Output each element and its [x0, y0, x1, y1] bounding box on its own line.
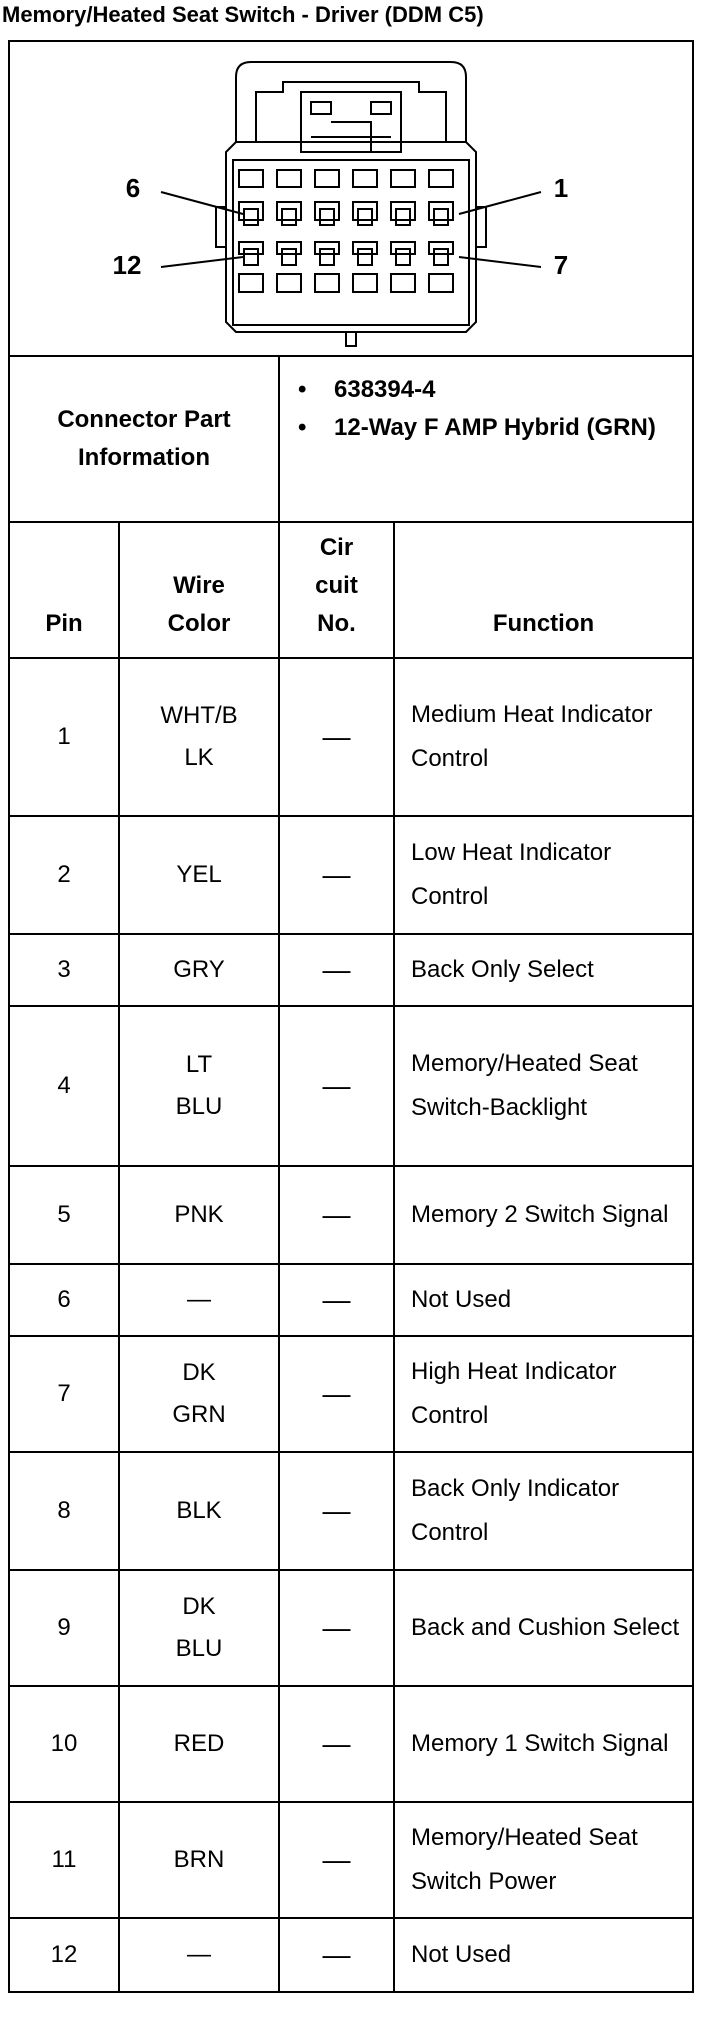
wire-color-cell: BLK — [119, 1452, 279, 1570]
pin-terminal — [434, 209, 448, 225]
table-row — [9, 1006, 693, 1166]
function-cell: Memory 1 Switch Signal — [394, 1686, 693, 1802]
pin-terminal — [396, 249, 410, 265]
circuit-cell: — — [279, 1336, 394, 1452]
table-row — [9, 1452, 693, 1570]
table-row — [9, 1570, 693, 1686]
circuit-cell: — — [279, 1264, 394, 1336]
pin-cell: 8 — [9, 1452, 119, 1570]
table-row — [9, 1336, 693, 1452]
pin-cell: 1 — [9, 658, 119, 816]
pin-cell: 11 — [9, 1802, 119, 1918]
pin-cavity — [353, 274, 377, 292]
function-cell: Medium Heat Indicator Control — [394, 658, 693, 816]
pin-cavity — [315, 274, 339, 292]
wire-color-cell: RED — [119, 1686, 279, 1802]
connector-face-diagram — [11, 42, 691, 348]
connector-part-info-label: Connector Part Information — [9, 356, 279, 522]
pin-cell: 4 — [9, 1006, 119, 1166]
pin-cavity — [239, 202, 263, 220]
function-cell: Memory 2 Switch Signal — [394, 1166, 693, 1264]
wire-color-cell: DK BLU — [119, 1570, 279, 1686]
table-row — [9, 1802, 693, 1918]
pin-cell: 3 — [9, 934, 119, 1006]
pin-terminal — [358, 249, 372, 265]
function-cell: Back Only Indicator Control — [394, 1452, 693, 1570]
header-circuit-no: Cir cuit No. — [279, 522, 394, 658]
function-cell: Not Used — [394, 1264, 693, 1336]
function-cell: Memory/Heated Seat Switch Power — [394, 1802, 693, 1918]
part-number: • 638394-4 — [294, 371, 692, 409]
header-wire-color: Wire Color — [119, 522, 279, 658]
wire-color-cell: — — [119, 1918, 279, 1992]
circuit-cell: — — [279, 1006, 394, 1166]
function-cell: Low Heat Indicator Control — [394, 816, 693, 934]
pin-callout-1: 1 — [553, 173, 569, 203]
wire-color-cell: PNK — [119, 1166, 279, 1264]
pin-terminal — [244, 209, 258, 225]
wire-color-cell: DK GRN — [119, 1336, 279, 1452]
pin-cell: 12 — [9, 1918, 119, 1992]
pin-cavity — [239, 170, 263, 187]
pin-terminal — [434, 249, 448, 265]
table-row — [9, 1166, 693, 1264]
connector-table — [8, 40, 694, 1993]
pin-cavity — [239, 274, 263, 292]
wire-color-cell: BRN — [119, 1802, 279, 1918]
circuit-cell: — — [279, 1918, 394, 1992]
pin-cavity — [391, 202, 415, 220]
header-pin: Pin — [9, 522, 119, 658]
pin-cavity — [391, 170, 415, 187]
table-row — [9, 1264, 693, 1336]
pin-cell: 6 — [9, 1264, 119, 1336]
pin-cell: 2 — [9, 816, 119, 934]
pin-cavity — [429, 202, 453, 220]
pin-callout-7: 7 — [553, 250, 569, 280]
circuit-cell: — — [279, 816, 394, 934]
wire-color-cell: WHT/B LK — [119, 658, 279, 816]
wire-color-cell: GRY — [119, 934, 279, 1006]
circuit-cell: — — [279, 1452, 394, 1570]
circuit-cell: — — [279, 1802, 394, 1918]
table-row — [9, 816, 693, 934]
circuit-cell: — — [279, 658, 394, 816]
table-row — [9, 1918, 693, 1992]
pin-cavity — [353, 170, 377, 187]
connector-diagram-cell — [9, 41, 693, 356]
function-cell: Back Only Select — [394, 934, 693, 1006]
pin-terminal — [320, 249, 334, 265]
function-cell: Not Used — [394, 1918, 693, 1992]
pin-cavity — [315, 170, 339, 187]
pin-cell: 5 — [9, 1166, 119, 1264]
pin-cavity — [429, 274, 453, 292]
wire-color-cell: — — [119, 1264, 279, 1336]
pin-cavity — [353, 202, 377, 220]
pin-cavity — [315, 202, 339, 220]
pin-terminal — [282, 249, 296, 265]
pin-cavity — [277, 202, 301, 220]
pin-terminal — [396, 209, 410, 225]
wire-color-cell: LT BLU — [119, 1006, 279, 1166]
circuit-cell: — — [279, 934, 394, 1006]
table-row — [9, 658, 693, 816]
pin-cell: 9 — [9, 1570, 119, 1686]
connector-type: • 12-Way F AMP Hybrid (GRN) — [294, 409, 692, 447]
pin-terminal — [320, 209, 334, 225]
pin-cavity — [391, 274, 415, 292]
table-row — [9, 934, 693, 1006]
pin-cell: 10 — [9, 1686, 119, 1802]
circuit-cell: — — [279, 1686, 394, 1802]
pin-cavity — [277, 170, 301, 187]
pin-terminal — [244, 249, 258, 265]
pin-terminal — [358, 209, 372, 225]
table-row — [9, 1686, 693, 1802]
circuit-cell: — — [279, 1570, 394, 1686]
pin-callout-12: 12 — [112, 250, 142, 280]
function-cell: Back and Cushion Select — [394, 1570, 693, 1686]
function-cell: High Heat Indicator Control — [394, 1336, 693, 1452]
connector-part-info-value — [279, 356, 693, 522]
pin-cell: 7 — [9, 1336, 119, 1452]
header-function: Function — [394, 522, 693, 658]
wire-color-cell: YEL — [119, 816, 279, 934]
pin-terminal — [282, 209, 296, 225]
page-title: Memory/Heated Seat Switch - Driver (DDM C5) — [2, 2, 484, 27]
pin-callout-6: 6 — [125, 173, 141, 203]
connector-sheet — [8, 40, 692, 2025]
circuit-cell: — — [279, 1166, 394, 1264]
pin-cavity — [277, 274, 301, 292]
function-cell: Memory/Heated Seat Switch-Backlight — [394, 1006, 693, 1166]
pin-cavity — [429, 170, 453, 187]
